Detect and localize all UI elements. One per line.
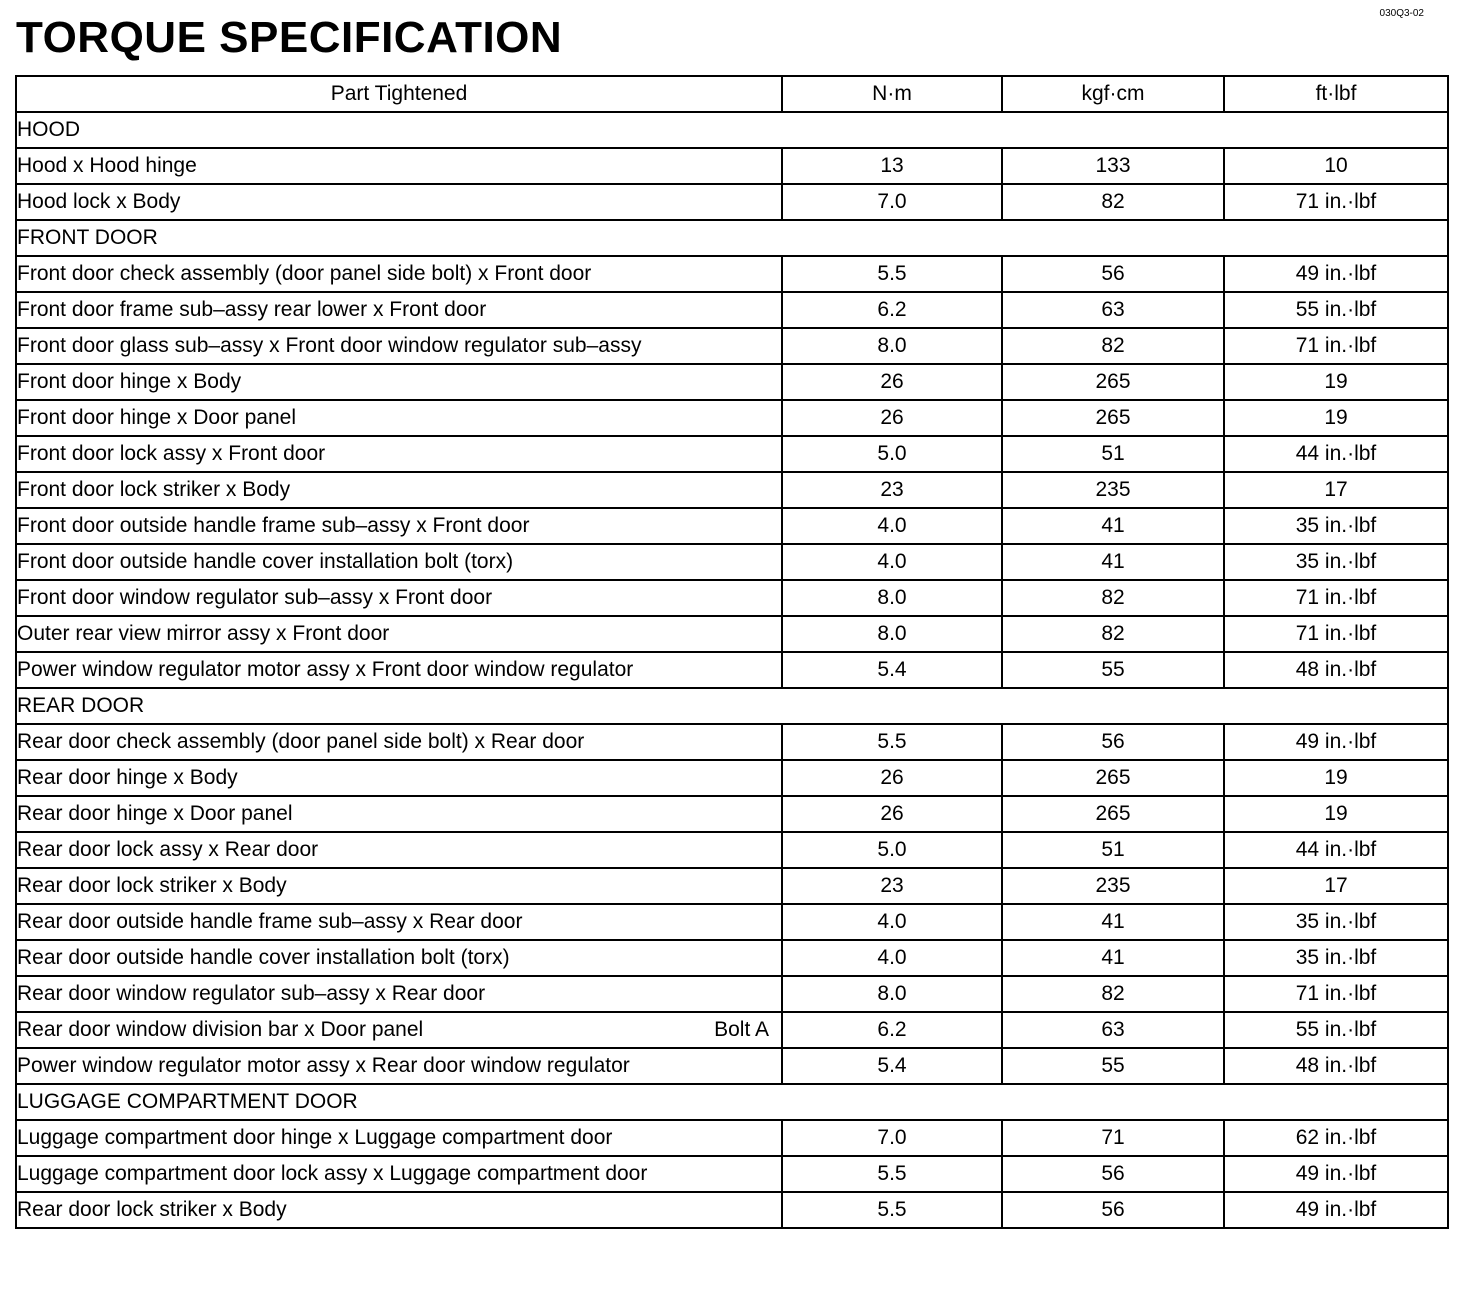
table-row xyxy=(16,976,1448,1012)
table-row xyxy=(16,148,1448,184)
nm-cell: 26 xyxy=(782,796,1002,832)
table-row xyxy=(16,184,1448,220)
nm-cell: 5.4 xyxy=(782,1048,1002,1084)
kgfcm-cell: 82 xyxy=(1002,580,1224,616)
kgfcm-cell: 41 xyxy=(1002,508,1224,544)
kgfcm-cell: 82 xyxy=(1002,976,1224,1012)
kgfcm-cell: 56 xyxy=(1002,1156,1224,1192)
ftlbf-cell: 19 xyxy=(1224,760,1448,796)
table-row xyxy=(16,616,1448,652)
ftlbf-cell: 55 in.·lbf xyxy=(1224,292,1448,328)
nm-cell: 8.0 xyxy=(782,580,1002,616)
part-cell xyxy=(16,616,782,652)
part-name: Luggage compartment door hinge x Luggage compartment door xyxy=(17,1126,613,1149)
nm-cell: 26 xyxy=(782,364,1002,400)
part-cell xyxy=(16,472,782,508)
nm-cell: 26 xyxy=(782,760,1002,796)
table-row xyxy=(16,724,1448,760)
table-row xyxy=(16,760,1448,796)
ftlbf-cell: 10 xyxy=(1224,148,1448,184)
ftlbf-cell: 35 in.·lbf xyxy=(1224,940,1448,976)
part-cell xyxy=(16,940,782,976)
nm-cell: 4.0 xyxy=(782,508,1002,544)
ftlbf-cell: 35 in.·lbf xyxy=(1224,544,1448,580)
part-name: Front door hinge x Door panel xyxy=(17,406,296,429)
kgfcm-cell: 82 xyxy=(1002,184,1224,220)
ftlbf-cell: 17 xyxy=(1224,868,1448,904)
table-row xyxy=(16,652,1448,688)
part-name: Front door outside handle frame sub–assy x Front door xyxy=(17,514,530,537)
part-name: Rear door window regulator sub–assy x Rear door xyxy=(17,982,486,1005)
header-ftlbf: ft·lbf xyxy=(1224,76,1448,112)
part-name: Rear door lock striker x Body xyxy=(17,1198,287,1221)
nm-cell: 8.0 xyxy=(782,616,1002,652)
part-name: Rear door window division bar x Door panel xyxy=(17,1018,424,1041)
nm-cell: 23 xyxy=(782,472,1002,508)
part-name: Outer rear view mirror assy x Front door xyxy=(17,622,390,645)
nm-cell: 26 xyxy=(782,400,1002,436)
section-heading: HOOD xyxy=(16,112,1448,148)
part-name: Rear door check assembly (door panel side bolt) x Rear door xyxy=(17,730,585,753)
header-nm: N·m xyxy=(782,76,1002,112)
table-row xyxy=(16,328,1448,364)
ftlbf-cell: 71 in.·lbf xyxy=(1224,184,1448,220)
nm-cell: 13 xyxy=(782,148,1002,184)
part-name: Rear door lock assy x Rear door xyxy=(17,838,319,861)
part-cell xyxy=(16,292,782,328)
table-row xyxy=(16,1048,1448,1084)
part-cell xyxy=(16,652,782,688)
nm-cell: 6.2 xyxy=(782,1012,1002,1048)
table-row xyxy=(16,1156,1448,1192)
ftlbf-cell: 35 in.·lbf xyxy=(1224,508,1448,544)
ftlbf-cell: 35 in.·lbf xyxy=(1224,904,1448,940)
torque-table xyxy=(15,75,1449,1229)
section-row xyxy=(16,1084,1448,1120)
nm-cell: 5.5 xyxy=(782,256,1002,292)
nm-cell: 5.5 xyxy=(782,1156,1002,1192)
table-row xyxy=(16,796,1448,832)
ftlbf-cell: 49 in.·lbf xyxy=(1224,1192,1448,1228)
nm-cell: 8.0 xyxy=(782,976,1002,1012)
part-name: Front door window regulator sub–assy x Front door xyxy=(17,586,493,609)
part-note: Bolt A xyxy=(714,1018,769,1041)
section-row xyxy=(16,220,1448,256)
kgfcm-cell: 265 xyxy=(1002,796,1224,832)
part-name: Front door lock striker x Body xyxy=(17,478,291,501)
section-heading: LUGGAGE COMPARTMENT DOOR xyxy=(16,1084,1448,1120)
table-row xyxy=(16,940,1448,976)
part-cell xyxy=(16,256,782,292)
ftlbf-cell: 19 xyxy=(1224,364,1448,400)
part-cell xyxy=(16,1120,782,1156)
part-name: Power window regulator motor assy x Front door window regulator xyxy=(17,658,634,681)
part-cell xyxy=(16,400,782,436)
section-heading: REAR DOOR xyxy=(16,688,1448,724)
ftlbf-cell: 49 in.·lbf xyxy=(1224,256,1448,292)
kgfcm-cell: 56 xyxy=(1002,1192,1224,1228)
page-title: TORQUE SPECIFICATION xyxy=(16,13,563,62)
ftlbf-cell: 19 xyxy=(1224,796,1448,832)
kgfcm-cell: 56 xyxy=(1002,724,1224,760)
kgfcm-cell: 55 xyxy=(1002,1048,1224,1084)
ftlbf-cell: 44 in.·lbf xyxy=(1224,832,1448,868)
part-cell xyxy=(16,508,782,544)
nm-cell: 5.5 xyxy=(782,724,1002,760)
part-cell xyxy=(16,904,782,940)
part-cell xyxy=(16,1156,782,1192)
table-row xyxy=(16,544,1448,580)
ftlbf-cell: 55 in.·lbf xyxy=(1224,1012,1448,1048)
kgfcm-cell: 82 xyxy=(1002,616,1224,652)
table-row xyxy=(16,832,1448,868)
table-row xyxy=(16,436,1448,472)
ftlbf-cell: 17 xyxy=(1224,472,1448,508)
kgfcm-cell: 71 xyxy=(1002,1120,1224,1156)
part-name: Rear door lock striker x Body xyxy=(17,874,287,897)
kgfcm-cell: 265 xyxy=(1002,400,1224,436)
part-name: Rear door outside handle cover installation bolt (torx) xyxy=(17,946,510,969)
nm-cell: 5.0 xyxy=(782,832,1002,868)
kgfcm-cell: 265 xyxy=(1002,760,1224,796)
ftlbf-cell: 49 in.·lbf xyxy=(1224,1156,1448,1192)
ftlbf-cell: 44 in.·lbf xyxy=(1224,436,1448,472)
kgfcm-cell: 133 xyxy=(1002,148,1224,184)
table-row xyxy=(16,1012,1448,1048)
part-cell xyxy=(16,1048,782,1084)
nm-cell: 4.0 xyxy=(782,904,1002,940)
part-cell xyxy=(16,184,782,220)
nm-cell: 7.0 xyxy=(782,1120,1002,1156)
kgfcm-cell: 41 xyxy=(1002,940,1224,976)
part-cell xyxy=(16,724,782,760)
ftlbf-cell: 71 in.·lbf xyxy=(1224,328,1448,364)
part-name: Luggage compartment door lock assy x Luggage compartment door xyxy=(17,1162,648,1185)
section-row xyxy=(16,112,1448,148)
table-row xyxy=(16,472,1448,508)
table-row xyxy=(16,580,1448,616)
table-row xyxy=(16,364,1448,400)
part-cell xyxy=(16,976,782,1012)
nm-cell: 6.2 xyxy=(782,292,1002,328)
nm-cell: 5.4 xyxy=(782,652,1002,688)
table-row xyxy=(16,292,1448,328)
nm-cell: 5.5 xyxy=(782,1192,1002,1228)
ftlbf-cell: 62 in.·lbf xyxy=(1224,1120,1448,1156)
ftlbf-cell: 49 in.·lbf xyxy=(1224,724,1448,760)
part-name: Front door glass sub–assy x Front door window regulator sub–assy xyxy=(17,334,642,357)
part-cell xyxy=(16,544,782,580)
table-row xyxy=(16,508,1448,544)
nm-cell: 4.0 xyxy=(782,940,1002,976)
section-row xyxy=(16,688,1448,724)
kgfcm-cell: 235 xyxy=(1002,868,1224,904)
part-cell xyxy=(16,868,782,904)
part-cell xyxy=(16,580,782,616)
part-cell xyxy=(16,1012,782,1048)
part-cell xyxy=(16,436,782,472)
kgfcm-cell: 51 xyxy=(1002,436,1224,472)
table-row xyxy=(16,868,1448,904)
kgfcm-cell: 63 xyxy=(1002,292,1224,328)
header-part-tightened: Part Tightened xyxy=(16,76,782,112)
part-name: Power window regulator motor assy x Rear door window regulator xyxy=(17,1054,630,1077)
table-row xyxy=(16,904,1448,940)
header-row xyxy=(16,76,1448,112)
header-kgfcm: kgf·cm xyxy=(1002,76,1224,112)
nm-cell: 7.0 xyxy=(782,184,1002,220)
part-name: Front door hinge x Body xyxy=(17,370,242,393)
ftlbf-cell: 71 in.·lbf xyxy=(1224,616,1448,652)
nm-cell: 5.0 xyxy=(782,436,1002,472)
nm-cell: 23 xyxy=(782,868,1002,904)
kgfcm-cell: 41 xyxy=(1002,904,1224,940)
part-name: Front door frame sub–assy rear lower x Front door xyxy=(17,298,487,321)
table-row xyxy=(16,400,1448,436)
part-cell xyxy=(16,832,782,868)
ftlbf-cell: 48 in.·lbf xyxy=(1224,1048,1448,1084)
kgfcm-cell: 55 xyxy=(1002,652,1224,688)
ftlbf-cell: 19 xyxy=(1224,400,1448,436)
kgfcm-cell: 235 xyxy=(1002,472,1224,508)
part-cell xyxy=(16,760,782,796)
kgfcm-cell: 63 xyxy=(1002,1012,1224,1048)
nm-cell: 8.0 xyxy=(782,328,1002,364)
part-name: Hood x Hood hinge xyxy=(17,154,197,177)
part-cell xyxy=(16,364,782,400)
part-name: Front door outside handle cover installation bolt (torx) xyxy=(17,550,514,573)
kgfcm-cell: 41 xyxy=(1002,544,1224,580)
table-body xyxy=(16,112,1448,1228)
part-name: Front door check assembly (door panel side bolt) x Front door xyxy=(17,262,592,285)
kgfcm-cell: 51 xyxy=(1002,832,1224,868)
part-name: Rear door outside handle frame sub–assy x Rear door xyxy=(17,910,523,933)
kgfcm-cell: 56 xyxy=(1002,256,1224,292)
ftlbf-cell: 48 in.·lbf xyxy=(1224,652,1448,688)
kgfcm-cell: 82 xyxy=(1002,328,1224,364)
ftlbf-cell: 71 in.·lbf xyxy=(1224,580,1448,616)
part-cell xyxy=(16,1192,782,1228)
part-name: Rear door hinge x Body xyxy=(17,766,238,789)
part-cell xyxy=(16,148,782,184)
section-heading: FRONT DOOR xyxy=(16,220,1448,256)
kgfcm-cell: 265 xyxy=(1002,364,1224,400)
table-row xyxy=(16,256,1448,292)
part-name: Hood lock x Body xyxy=(17,190,181,213)
table-row xyxy=(16,1120,1448,1156)
part-cell xyxy=(16,796,782,832)
table-row xyxy=(16,1192,1448,1228)
part-name: Rear door hinge x Door panel xyxy=(17,802,293,825)
part-cell xyxy=(16,328,782,364)
document-code: 030Q3-02 xyxy=(1379,8,1424,19)
nm-cell: 4.0 xyxy=(782,544,1002,580)
part-name: Front door lock assy x Front door xyxy=(17,442,326,465)
ftlbf-cell: 71 in.·lbf xyxy=(1224,976,1448,1012)
